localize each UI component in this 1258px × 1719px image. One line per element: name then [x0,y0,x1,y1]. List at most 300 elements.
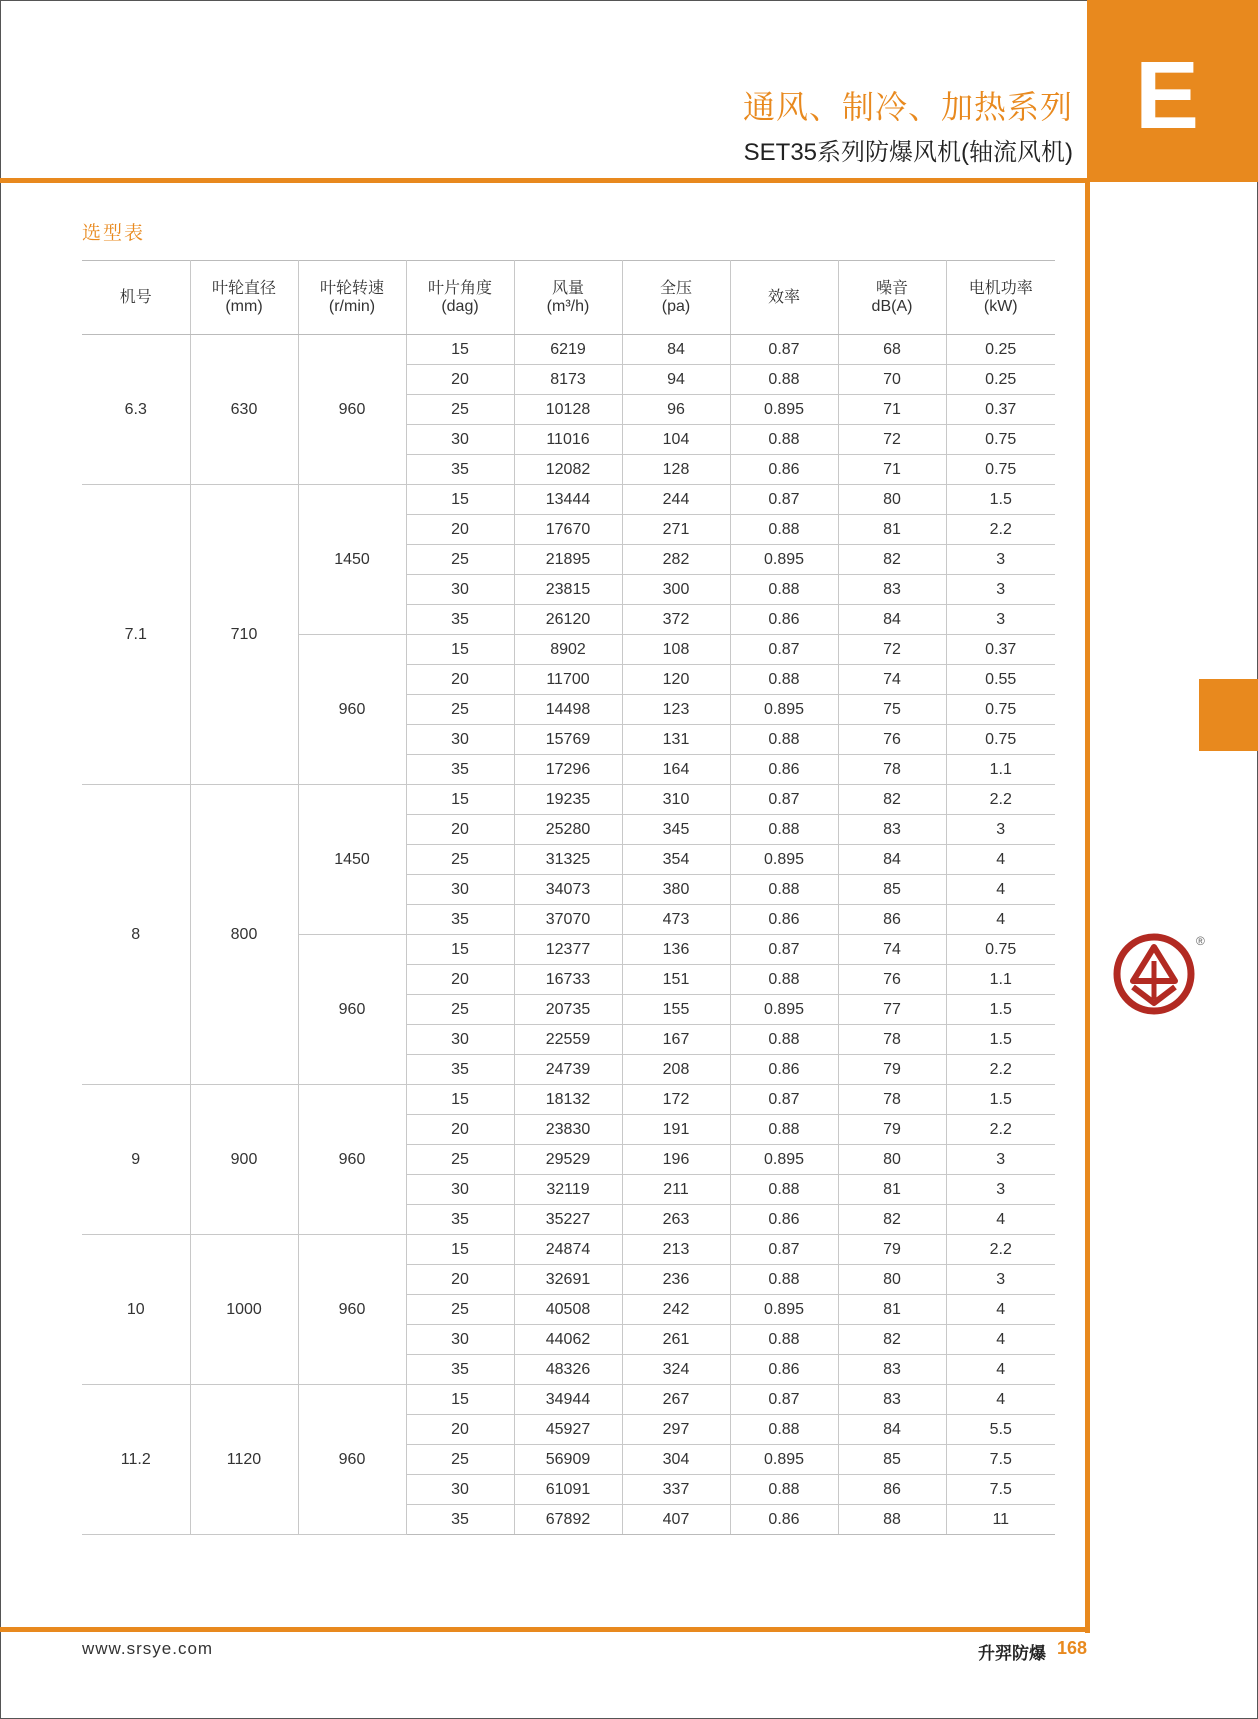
airflow-cell: 61091 [514,1475,622,1505]
airflow-cell: 32119 [514,1175,622,1205]
efficiency-cell: 0.88 [730,1265,838,1295]
angle-cell: 15 [406,335,514,365]
angle-cell: 30 [406,1325,514,1355]
power-cell: 0.75 [946,725,1055,755]
table-header-row [82,261,1055,335]
column-header-name: 叶轮直径 [211,279,276,297]
noise-cell: 76 [838,725,946,755]
angle-cell: 35 [406,1205,514,1235]
column-header-name: 叶轮转速 [319,279,384,297]
section-heading: 选型表 [82,223,146,244]
footer-url: www.srsye.com [82,1639,214,1658]
column-header-name: 风量 [551,279,584,297]
efficiency-cell: 0.88 [730,575,838,605]
noise-cell: 84 [838,1415,946,1445]
power-cell: 3 [946,575,1055,605]
pressure-cell: 261 [622,1325,730,1355]
pressure-cell: 155 [622,995,730,1025]
power-cell: 2.2 [946,1235,1055,1265]
noise-cell: 86 [838,1475,946,1505]
model-cell: 9 [82,1085,190,1235]
pressure-cell: 104 [622,425,730,455]
efficiency-cell: 0.895 [730,395,838,425]
airflow-cell: 34944 [514,1385,622,1415]
efficiency-cell: 0.895 [730,1295,838,1325]
column-header-unit: (pa) [661,297,691,315]
power-cell: 4 [946,1205,1055,1235]
power-cell: 0.37 [946,635,1055,665]
power-cell: 7.5 [946,1475,1055,1505]
pressure-cell: 244 [622,485,730,515]
diameter-cell: 710 [190,485,298,785]
pressure-cell: 211 [622,1175,730,1205]
power-cell: 4 [946,1355,1055,1385]
efficiency-cell: 0.86 [730,755,838,785]
column-header-unit: (m³/h) [546,297,590,315]
power-cell: 4 [946,1295,1055,1325]
model-cell: 10 [82,1235,190,1385]
column-header [730,261,838,335]
angle-cell: 20 [406,965,514,995]
speed-cell: 960 [298,1085,406,1235]
column-header-unit: (mm) [225,297,263,315]
power-cell: 11 [946,1505,1055,1535]
angle-cell: 35 [406,1505,514,1535]
speed-cell: 960 [298,935,406,1085]
angle-cell: 25 [406,1145,514,1175]
angle-cell: 20 [406,515,514,545]
noise-cell: 76 [838,965,946,995]
noise-cell: 74 [838,665,946,695]
efficiency-cell: 0.86 [730,1205,838,1235]
efficiency-cell: 0.88 [730,1025,838,1055]
diameter-cell: 1120 [190,1385,298,1535]
noise-cell: 72 [838,635,946,665]
table-row [82,785,1055,815]
power-cell: 0.75 [946,695,1055,725]
airflow-cell: 37070 [514,905,622,935]
frame-right-line [1085,178,1090,1633]
power-cell: 0.75 [946,425,1055,455]
angle-cell: 30 [406,1025,514,1055]
pressure-cell: 128 [622,455,730,485]
power-cell: 2.2 [946,1055,1055,1085]
efficiency-cell: 0.87 [730,935,838,965]
header-divider [0,178,1090,183]
noise-cell: 85 [838,875,946,905]
airflow-cell: 29529 [514,1145,622,1175]
airflow-cell: 17670 [514,515,622,545]
noise-cell: 83 [838,1355,946,1385]
column-header [406,261,514,335]
pressure-cell: 96 [622,395,730,425]
noise-cell: 70 [838,365,946,395]
angle-cell: 15 [406,1385,514,1415]
noise-cell: 81 [838,1295,946,1325]
noise-cell: 82 [838,785,946,815]
efficiency-cell: 0.86 [730,455,838,485]
table-row [82,1235,1055,1265]
pressure-cell: 267 [622,1385,730,1415]
speed-cell: 960 [298,335,406,485]
noise-cell: 86 [838,905,946,935]
column-header-unit: dB(A) [871,297,913,315]
selection-table [82,260,1055,1535]
airflow-cell: 6219 [514,335,622,365]
airflow-cell: 24739 [514,1055,622,1085]
noise-cell: 79 [838,1055,946,1085]
pressure-cell: 108 [622,635,730,665]
airflow-cell: 40508 [514,1295,622,1325]
airflow-cell: 48326 [514,1355,622,1385]
angle-cell: 20 [406,1265,514,1295]
pressure-cell: 354 [622,845,730,875]
pressure-cell: 120 [622,665,730,695]
angle-cell: 15 [406,935,514,965]
angle-cell: 30 [406,725,514,755]
speed-cell: 960 [298,635,406,785]
noise-cell: 72 [838,425,946,455]
pressure-cell: 407 [622,1505,730,1535]
angle-cell: 35 [406,605,514,635]
airflow-cell: 23830 [514,1115,622,1145]
efficiency-cell: 0.88 [730,815,838,845]
power-cell: 0.25 [946,335,1055,365]
efficiency-cell: 0.88 [730,1325,838,1355]
angle-cell: 30 [406,1175,514,1205]
noise-cell: 80 [838,1265,946,1295]
airflow-cell: 15769 [514,725,622,755]
column-header [946,261,1055,335]
pressure-cell: 84 [622,335,730,365]
pressure-cell: 196 [622,1145,730,1175]
power-cell: 1.1 [946,965,1055,995]
pressure-cell: 242 [622,1295,730,1325]
noise-cell: 88 [838,1505,946,1535]
pressure-cell: 310 [622,785,730,815]
airflow-cell: 17296 [514,755,622,785]
column-header [298,261,406,335]
airflow-cell: 20735 [514,995,622,1025]
pressure-cell: 271 [622,515,730,545]
noise-cell: 68 [838,335,946,365]
efficiency-cell: 0.895 [730,695,838,725]
noise-cell: 78 [838,755,946,785]
side-index-tab [1199,679,1258,751]
efficiency-cell: 0.88 [730,875,838,905]
airflow-cell: 23815 [514,575,622,605]
airflow-cell: 35227 [514,1205,622,1235]
airflow-cell: 32691 [514,1265,622,1295]
pressure-cell: 167 [622,1025,730,1055]
noise-cell: 82 [838,1325,946,1355]
pressure-cell: 372 [622,605,730,635]
column-header [190,261,298,335]
angle-cell: 25 [406,1445,514,1475]
column-header [622,261,730,335]
power-cell: 3 [946,815,1055,845]
speed-cell: 1450 [298,785,406,935]
noise-cell: 71 [838,455,946,485]
page-number: 168 [1056,1638,1087,1658]
pressure-cell: 473 [622,905,730,935]
section-letter: E [1134,42,1200,149]
airflow-cell: 19235 [514,785,622,815]
noise-cell: 79 [838,1115,946,1145]
power-cell: 7.5 [946,1445,1055,1475]
angle-cell: 20 [406,815,514,845]
pressure-cell: 94 [622,365,730,395]
power-cell: 1.5 [946,485,1055,515]
efficiency-cell: 0.86 [730,905,838,935]
power-cell: 0.75 [946,455,1055,485]
noise-cell: 83 [838,575,946,605]
pressure-cell: 164 [622,755,730,785]
angle-cell: 15 [406,785,514,815]
noise-cell: 85 [838,1445,946,1475]
pressure-cell: 123 [622,695,730,725]
efficiency-cell: 0.88 [730,1115,838,1145]
model-cell: 11.2 [82,1385,190,1535]
angle-cell: 20 [406,365,514,395]
column-header-name: 电机功率 [968,279,1033,297]
power-cell: 3 [946,605,1055,635]
efficiency-cell: 0.86 [730,1055,838,1085]
airflow-cell: 24874 [514,1235,622,1265]
efficiency-cell: 0.895 [730,1145,838,1175]
angle-cell: 25 [406,395,514,425]
column-header-name: 效率 [767,288,800,306]
footer-brand: 升羿防爆 [978,1644,1046,1663]
noise-cell: 82 [838,1205,946,1235]
airflow-cell: 56909 [514,1445,622,1475]
efficiency-cell: 0.895 [730,995,838,1025]
power-cell: 3 [946,545,1055,575]
noise-cell: 80 [838,485,946,515]
power-cell: 4 [946,875,1055,905]
efficiency-cell: 0.88 [730,1475,838,1505]
angle-cell: 20 [406,1115,514,1145]
noise-cell: 80 [838,1145,946,1175]
registered-mark: ® [1196,934,1205,948]
noise-cell: 84 [838,605,946,635]
efficiency-cell: 0.87 [730,635,838,665]
power-cell: 2.2 [946,785,1055,815]
angle-cell: 25 [406,545,514,575]
table-row [82,485,1055,515]
noise-cell: 82 [838,545,946,575]
speed-cell: 1450 [298,485,406,635]
column-header-name: 全压 [659,279,692,297]
efficiency-cell: 0.88 [730,1175,838,1205]
angle-cell: 35 [406,1355,514,1385]
power-cell: 3 [946,1175,1055,1205]
noise-cell: 78 [838,1085,946,1115]
power-cell: 1.5 [946,1085,1055,1115]
airflow-cell: 22559 [514,1025,622,1055]
pressure-cell: 380 [622,875,730,905]
pressure-cell: 345 [622,815,730,845]
airflow-cell: 25280 [514,815,622,845]
noise-cell: 83 [838,1385,946,1415]
airflow-cell: 12377 [514,935,622,965]
efficiency-cell: 0.87 [730,1385,838,1415]
airflow-cell: 21895 [514,545,622,575]
efficiency-cell: 0.87 [730,335,838,365]
angle-cell: 25 [406,995,514,1025]
airflow-cell: 10128 [514,395,622,425]
power-cell: 0.55 [946,665,1055,695]
power-cell: 4 [946,1385,1055,1415]
airflow-cell: 11700 [514,665,622,695]
power-cell: 5.5 [946,1415,1055,1445]
power-cell: 3 [946,1265,1055,1295]
power-cell: 0.25 [946,365,1055,395]
column-header-unit: (kW) [983,297,1018,315]
airflow-cell: 8902 [514,635,622,665]
product-title: SET35系列防爆风机(轴流风机) [743,139,1073,166]
angle-cell: 25 [406,695,514,725]
power-cell: 2.2 [946,1115,1055,1145]
efficiency-cell: 0.895 [730,545,838,575]
noise-cell: 81 [838,515,946,545]
efficiency-cell: 0.87 [730,1235,838,1265]
power-cell: 4 [946,905,1055,935]
efficiency-cell: 0.86 [730,1355,838,1385]
column-header-name: 机号 [119,288,152,306]
power-cell: 0.75 [946,935,1055,965]
pressure-cell: 337 [622,1475,730,1505]
pressure-cell: 151 [622,965,730,995]
pressure-cell: 131 [622,725,730,755]
power-cell: 4 [946,845,1055,875]
noise-cell: 74 [838,935,946,965]
brand-logo-icon [1113,933,1195,1015]
column-header [82,261,190,335]
angle-cell: 25 [406,1295,514,1325]
efficiency-cell: 0.86 [730,1505,838,1535]
noise-cell: 77 [838,995,946,1025]
pressure-cell: 300 [622,575,730,605]
efficiency-cell: 0.895 [730,1445,838,1475]
pressure-cell: 304 [622,1445,730,1475]
pressure-cell: 208 [622,1055,730,1085]
angle-cell: 20 [406,1415,514,1445]
diameter-cell: 900 [190,1085,298,1235]
model-cell: 7.1 [82,485,190,785]
airflow-cell: 18132 [514,1085,622,1115]
pressure-cell: 297 [622,1415,730,1445]
column-header-name: 噪音 [875,279,908,297]
pressure-cell: 191 [622,1115,730,1145]
noise-cell: 81 [838,1175,946,1205]
angle-cell: 30 [406,875,514,905]
power-cell: 0.37 [946,395,1055,425]
power-cell: 1.5 [946,995,1055,1025]
angle-cell: 30 [406,1475,514,1505]
noise-cell: 75 [838,695,946,725]
column-header [838,261,946,335]
efficiency-cell: 0.88 [730,425,838,455]
series-title: 通风、制冷、加热系列 [742,89,1073,125]
noise-cell: 78 [838,1025,946,1055]
noise-cell: 71 [838,395,946,425]
diameter-cell: 630 [190,335,298,485]
efficiency-cell: 0.88 [730,665,838,695]
angle-cell: 25 [406,845,514,875]
angle-cell: 15 [406,1235,514,1265]
efficiency-cell: 0.88 [730,965,838,995]
angle-cell: 35 [406,905,514,935]
table-row [82,1385,1055,1415]
noise-cell: 79 [838,1235,946,1265]
power-cell: 3 [946,1145,1055,1175]
angle-cell: 20 [406,665,514,695]
angle-cell: 15 [406,485,514,515]
airflow-cell: 44062 [514,1325,622,1355]
efficiency-cell: 0.87 [730,485,838,515]
airflow-cell: 67892 [514,1505,622,1535]
power-cell: 1.1 [946,755,1055,785]
airflow-cell: 12082 [514,455,622,485]
model-cell: 8 [82,785,190,1085]
pressure-cell: 236 [622,1265,730,1295]
pressure-cell: 263 [622,1205,730,1235]
angle-cell: 30 [406,575,514,605]
pressure-cell: 324 [622,1355,730,1385]
table-row [82,1085,1055,1115]
airflow-cell: 26120 [514,605,622,635]
column-header-unit: (dag) [441,297,479,315]
efficiency-cell: 0.88 [730,365,838,395]
angle-cell: 35 [406,1055,514,1085]
airflow-cell: 31325 [514,845,622,875]
efficiency-cell: 0.88 [730,1415,838,1445]
angle-cell: 30 [406,425,514,455]
efficiency-cell: 0.895 [730,845,838,875]
table-row [82,335,1055,365]
angle-cell: 15 [406,1085,514,1115]
angle-cell: 35 [406,755,514,785]
angle-cell: 15 [406,635,514,665]
efficiency-cell: 0.87 [730,1085,838,1115]
power-cell: 4 [946,1325,1055,1355]
diameter-cell: 800 [190,785,298,1085]
power-cell: 1.5 [946,1025,1055,1055]
efficiency-cell: 0.88 [730,515,838,545]
model-cell: 6.3 [82,335,190,485]
pressure-cell: 136 [622,935,730,965]
pressure-cell: 213 [622,1235,730,1265]
pressure-cell: 172 [622,1085,730,1115]
efficiency-cell: 0.88 [730,725,838,755]
airflow-cell: 8173 [514,365,622,395]
power-cell: 2.2 [946,515,1055,545]
pressure-cell: 282 [622,545,730,575]
angle-cell: 35 [406,455,514,485]
diameter-cell: 1000 [190,1235,298,1385]
noise-cell: 84 [838,845,946,875]
column-header-unit: (r/min) [328,297,376,315]
column-header-name: 叶片角度 [427,279,492,297]
speed-cell: 960 [298,1235,406,1385]
column-header [514,261,622,335]
speed-cell: 960 [298,1385,406,1535]
airflow-cell: 16733 [514,965,622,995]
noise-cell: 83 [838,815,946,845]
efficiency-cell: 0.86 [730,605,838,635]
airflow-cell: 13444 [514,485,622,515]
